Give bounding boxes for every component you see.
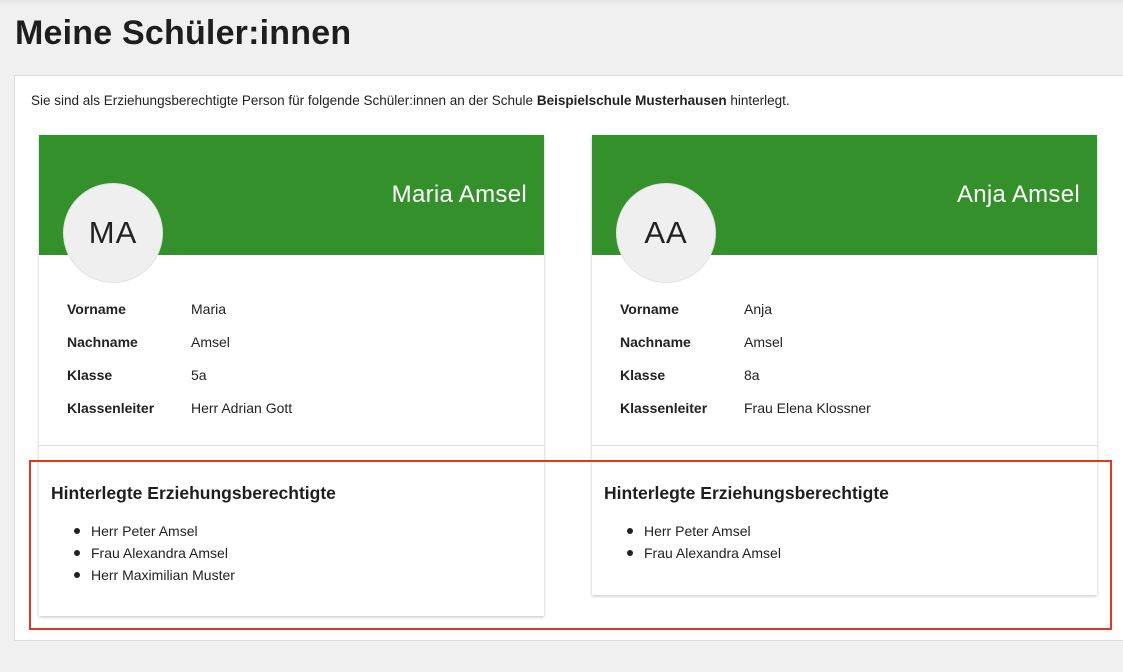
detail-row-klasse xyxy=(620,358,871,391)
student-name: Maria Amsel xyxy=(391,181,527,208)
detail-label: Vorname xyxy=(67,300,126,317)
guardians-heading: Hinterlegte Erziehungsberechtigte xyxy=(51,483,336,503)
guardians-list xyxy=(644,520,781,564)
detail-row-klassenleiter xyxy=(67,391,292,424)
student-card-maria xyxy=(39,135,544,616)
detail-value: Herr Adrian Gott xyxy=(191,399,293,416)
detail-value: Amsel xyxy=(191,333,230,350)
bullet-icon xyxy=(627,550,633,556)
detail-value: 5a xyxy=(191,366,207,383)
card-divider xyxy=(39,445,544,446)
detail-value: Frau Elena Klossner xyxy=(744,399,871,416)
list-item xyxy=(644,542,781,564)
detail-label: Klassenleiter xyxy=(620,399,708,416)
guardian-name: Frau Alexandra Amsel xyxy=(644,545,781,561)
detail-label: Klasse xyxy=(67,366,113,383)
guardian-name: Herr Peter Amsel xyxy=(644,523,751,539)
detail-label: Nachname xyxy=(620,333,691,350)
guardians-heading: Hinterlegte Erziehungsberechtigte xyxy=(604,483,889,503)
intro-prefix: Sie sind als Erziehungsberechtigte Person für folgende Schüler:innen an der Schule xyxy=(31,93,537,108)
bullet-icon xyxy=(74,572,80,578)
student-details xyxy=(67,292,292,424)
detail-label: Vorname xyxy=(620,300,679,317)
detail-row-nachname xyxy=(620,325,871,358)
detail-label: Klassenleiter xyxy=(67,399,155,416)
list-item xyxy=(91,520,235,542)
guardian-name: Herr Peter Amsel xyxy=(91,523,198,539)
student-details xyxy=(620,292,871,424)
detail-value: 8a xyxy=(744,366,760,383)
list-item xyxy=(91,564,235,586)
student-card-anja xyxy=(592,135,1097,595)
detail-row-vorname xyxy=(620,292,871,325)
list-item xyxy=(644,520,781,542)
detail-value: Anja xyxy=(744,300,773,317)
detail-row-klassenleiter xyxy=(620,391,871,424)
intro-suffix: hinterlegt. xyxy=(726,93,790,108)
detail-label: Nachname xyxy=(67,333,138,350)
detail-value: Amsel xyxy=(744,333,783,350)
top-bar-shadow xyxy=(0,0,1123,6)
detail-label: Klasse xyxy=(620,366,666,383)
detail-row-klasse xyxy=(67,358,292,391)
avatar: AA xyxy=(616,183,716,283)
bullet-icon xyxy=(627,528,633,534)
bullet-icon xyxy=(74,528,80,534)
intro-text xyxy=(31,93,790,108)
detail-row-vorname xyxy=(67,292,292,325)
detail-value: Maria xyxy=(191,300,227,317)
detail-row-nachname xyxy=(67,325,292,358)
guardians-list xyxy=(91,520,235,586)
avatar: MA xyxy=(63,183,163,283)
student-name: Anja Amsel xyxy=(956,181,1080,208)
page-title: Meine Schüler:innen xyxy=(15,14,352,52)
list-item xyxy=(91,542,235,564)
card-divider xyxy=(592,445,1097,446)
bullet-icon xyxy=(74,550,80,556)
school-name: Beispielschule Musterhausen xyxy=(536,93,727,108)
guardian-name: Herr Maximilian Muster xyxy=(91,567,235,583)
guardian-name: Frau Alexandra Amsel xyxy=(91,545,228,561)
